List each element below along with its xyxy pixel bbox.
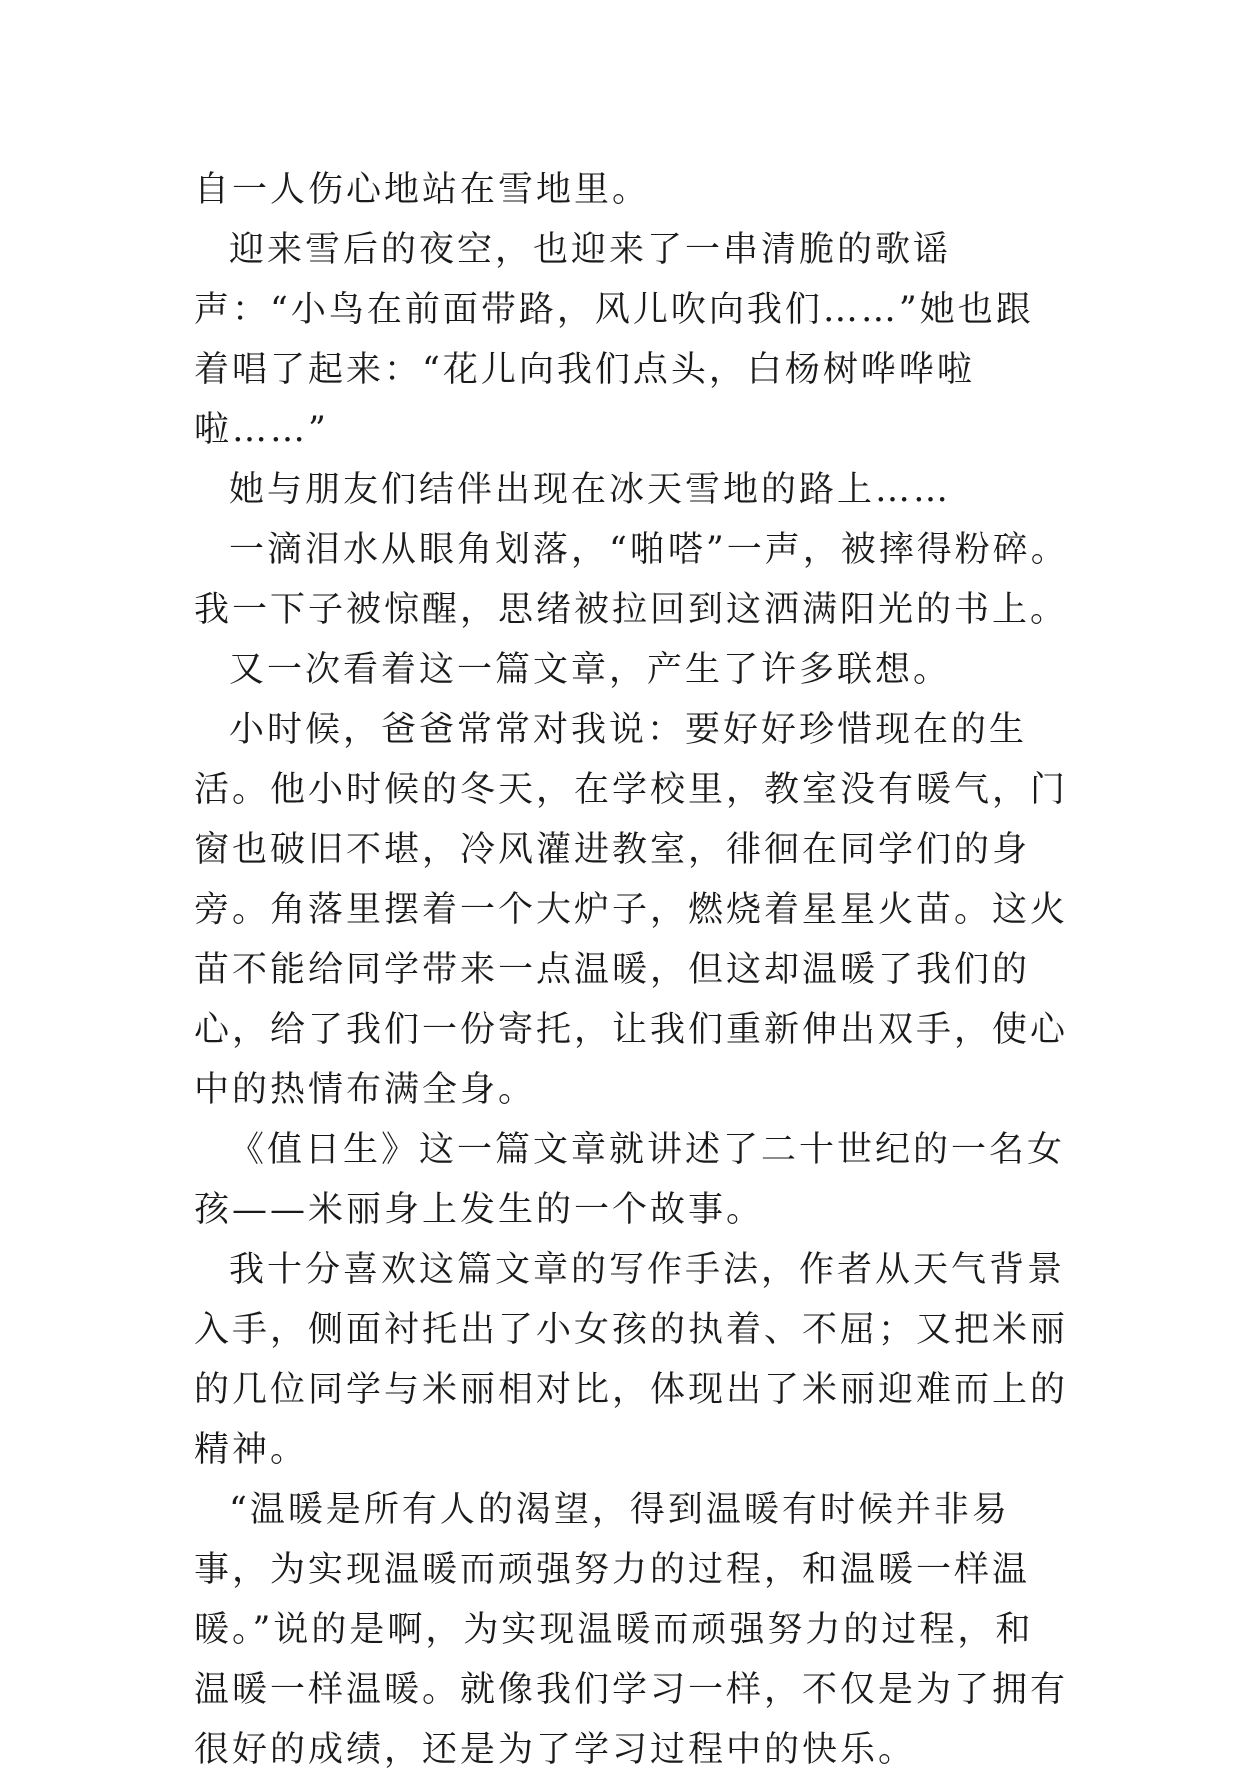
paragraph: 《值日生》这一篇文章就讲述了二十世纪的一名女孩——米丽身上发生的一个故事。: [194, 1130, 1066, 1230]
body-text: [194, 160, 1069, 1780]
paragraph: 迎来雪后的夜空，也迎来了一串清脆的歌谣声：“小鸟在前面带路，风儿吹向我们……”她也跟着唱了起来：“花儿向我们点头，白杨树哗哗啦啦……”: [194, 230, 1034, 450]
paragraph: “温暖是所有人的渴望，得到温暖有时候并非易事，为实现温暖而顽强努力的过程，和温暖一样温暖。”说的是啊，为实现温暖而顽强努力的过程，和温暖一样温暖。就像我们学习一样，不仅是为了拥有很好的成绩，还是为了学习过程中的快乐。: [194, 1490, 1069, 1770]
paragraph: 她与朋友们结伴出现在冰天雪地的路上……: [229, 470, 952, 510]
paragraph: 又一次看着这一篇文章，产生了许多联想。: [229, 650, 952, 690]
paragraph: 自一人伤心地站在雪地里。: [194, 170, 651, 210]
paragraph: 小时候，爸爸常常对我说：要好好珍惜现在的生活。他小时候的冬天，在学校里，教室没有暖气，门窗也破旧不堪，冷风灌进教室，徘徊在同学们的身旁。角落里摆着一个大炉子，燃烧着星星火苗。这火苗不能给同学带来一点温暖，但这却温暖了我们的心，给了我们一份寄托，让我们重新伸出双手，使心中的热情布满全身。: [194, 710, 1069, 1110]
paragraph: 一滴泪水从眼角划落，“啪嗒”一声，被摔得粉碎。我一下子被惊醒，思绪被拉回到这洒满阳光的书上。: [194, 530, 1069, 630]
paragraph: 我十分喜欢这篇文章的写作手法，作者从天气背景入手，侧面衬托出了小女孩的执着、不屈；又把米丽的几位同学与米丽相对比，体现出了米丽迎难而上的精神。: [194, 1250, 1069, 1470]
